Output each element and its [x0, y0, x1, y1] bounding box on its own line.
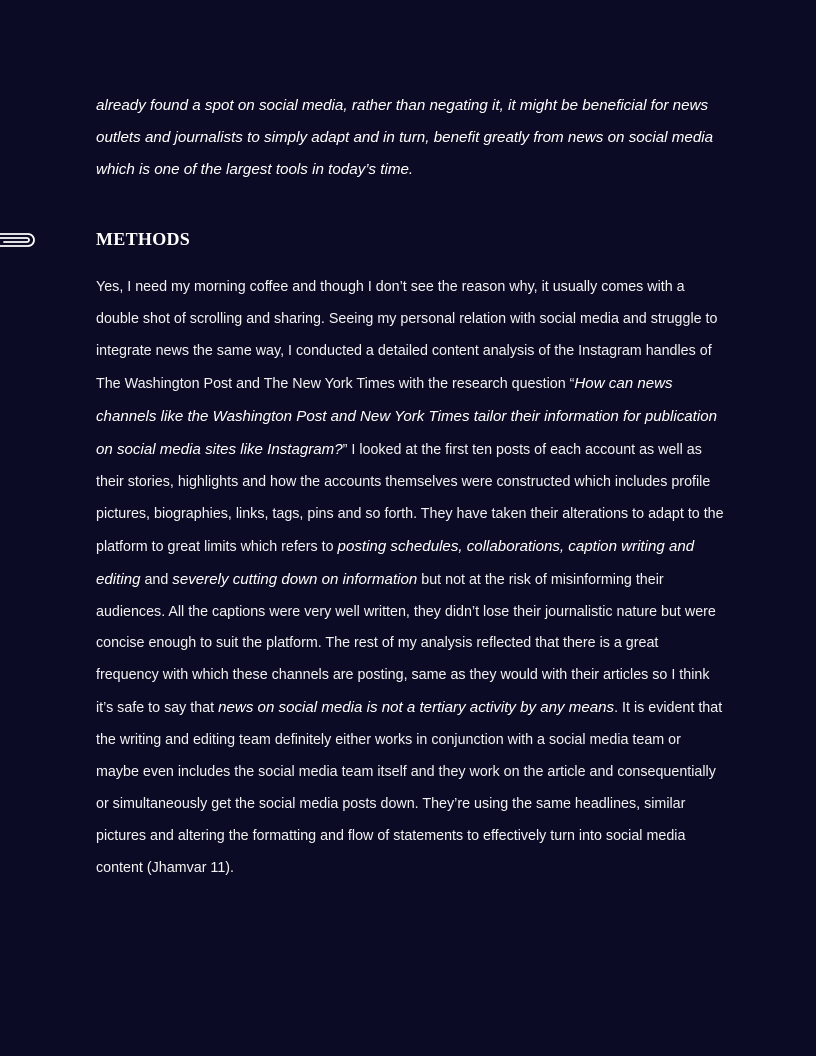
methods-paragraph — [96, 272, 724, 885]
section-heading: METHODS — [96, 229, 191, 249]
research-question: How can news channels like the Washington Post and New York Times tailor their information for publication on social media sites like Instagram? — [96, 374, 717, 458]
intro-paragraph: already found a spot on social media, rather than negating it, it might be beneficial for news outlets and journalists to simply adapt and in turn, benefit greatly from news on social media which is one of the largest tools in today’s time. — [96, 97, 714, 178]
text-run: Yes, I need my morning coffee and though I don’t see the reason why, it usually comes with a double shot of scrolling and sharing. Seeing my personal relation with social media and struggle to integrate news the same way, I conducted a detailed content analysis of the Instagram handles of The Washington Post and The New York Times with the research question “ — [96, 279, 718, 392]
emphasis-misinforming: not at the risk of misinforming their audiences — [96, 571, 664, 620]
text-run: . It is evident that the writing and editing team definitely either works in conjunction with a social media team or maybe even includes the social media team itself and they work on the article and consequentially or simultaneously get the social media posts down. They’re using the same headlines, similar pictures and altering the formatting and flow of statements to effectively turn into social media content (Jhamvar 11). — [96, 700, 723, 877]
emphasis-cutting-down: severely cutting down on information — [172, 570, 418, 588]
emphasis-tertiary-activity: news on social media is not a tertiary activity by any means — [218, 699, 615, 717]
text-run: . All the captions were very well written, they didn’t lose their journalistic nature but were concise enough to suit the platform. The rest of my analysis reflected that there is a great frequency with which these channels are posting, same as they would with their articles so I think it’s safe to say that — [96, 603, 716, 717]
text-run: and — [140, 571, 173, 588]
text-run: ” I looked at the first ten posts of each account as well as their stories, highlights and how the accounts themselves were constructed which includes profile pictures, biographies, links, tags, pins and so forth. They have taken their alterations to adapt to the platform to great limits which refers to — [96, 441, 724, 555]
emphasis-posting-schedules: posting schedules, collaborations, caption writing and editing — [96, 537, 695, 588]
text-run: but — [417, 571, 446, 588]
paperclip-icon — [0, 230, 36, 250]
